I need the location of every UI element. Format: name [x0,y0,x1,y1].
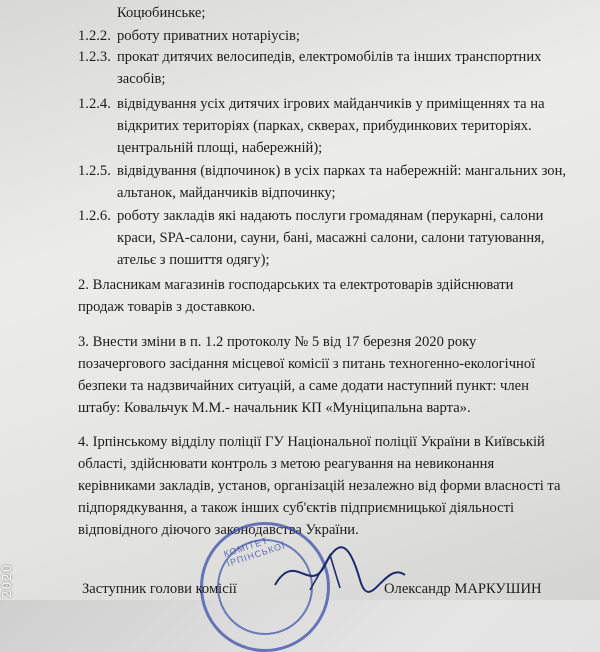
paragraph-3-line: 3. Внести зміни в п. 1.2 протоколу № 5 від 17 березня 2020 року [78,334,477,350]
paragraph-2-line: продаж товарів з доставкою. [78,299,256,315]
paragraph-4-line: керівниками закладів, установ, організацій незалежно від форми власності та [78,478,561,494]
signatory-position: Заступник голови комісії [82,581,237,597]
item-line: відкритих територіях (парках, скверах, прибудинкових територіях. [117,118,532,134]
paragraph-4-line: підпорядкування, а також інших суб'єктів підприємницької діяльності [78,500,515,516]
item-line: ательє з пошиття одягу); [117,252,270,268]
paragraph-4-line: області, здійснювати контроль з метою реагування на невиконання [78,456,495,472]
item-number: 1.2.3. [78,49,111,65]
item-line: краси, SPA-салони, сауни, бані, масажні салони, салони татуювання, [117,230,545,246]
signatory-name: Олександр МАРКУШИН [384,581,542,597]
item-line: прокат дитячих велосипедів, електромобілів та інших транспортних [117,49,542,65]
paragraph-3-line: позачергового засідання місцевої комісії з питань техногенно-екологічної [78,356,536,372]
item-line: засобів; [117,71,166,87]
paragraph-3-line: безпеки та надзвичайних ситуацій, а саме додати наступний пункт: член [78,378,529,394]
paragraph-2-line: 2. Власникам магазинів господарських та електротоварів здійснювати [78,277,514,293]
top-line: Коцюбинське; [117,5,206,21]
item-number: 1.2.5. [78,163,111,179]
item-line: роботу приватних нотаріусів; [117,28,300,44]
item-line: центральній площі, набережній); [117,140,323,156]
paragraph-4-line: відповідного діючого законодавства України. [78,522,359,538]
item-line: відвідування усіх дитячих ігрових майданчиків у приміщеннях та на [117,96,545,112]
paragraph-3-line: штабу: Ковальчук М.М.- начальник КП «Муніципальна варта». [78,400,471,416]
item-number: 1.2.4. [78,96,111,112]
stamp-text: КОМІТЕТ ІРПІНСЬКОЇ [222,535,287,569]
item-number: 1.2.6. [78,208,111,224]
item-line: відвідування (відпочинок) в усіх парках та набережній: мангальних зон, [117,163,567,179]
side-year: 2020 [0,563,14,598]
item-line: роботу закладів які надають послуги громадянам (перукарні, салони [117,208,544,224]
item-line: альтанок, майданчиків відпочинку; [117,185,336,201]
paragraph-4-line: 4. Ірпінському відділу поліції ГУ Національної поліції України в Київській [78,434,545,450]
item-number: 1.2.2. [78,28,111,44]
